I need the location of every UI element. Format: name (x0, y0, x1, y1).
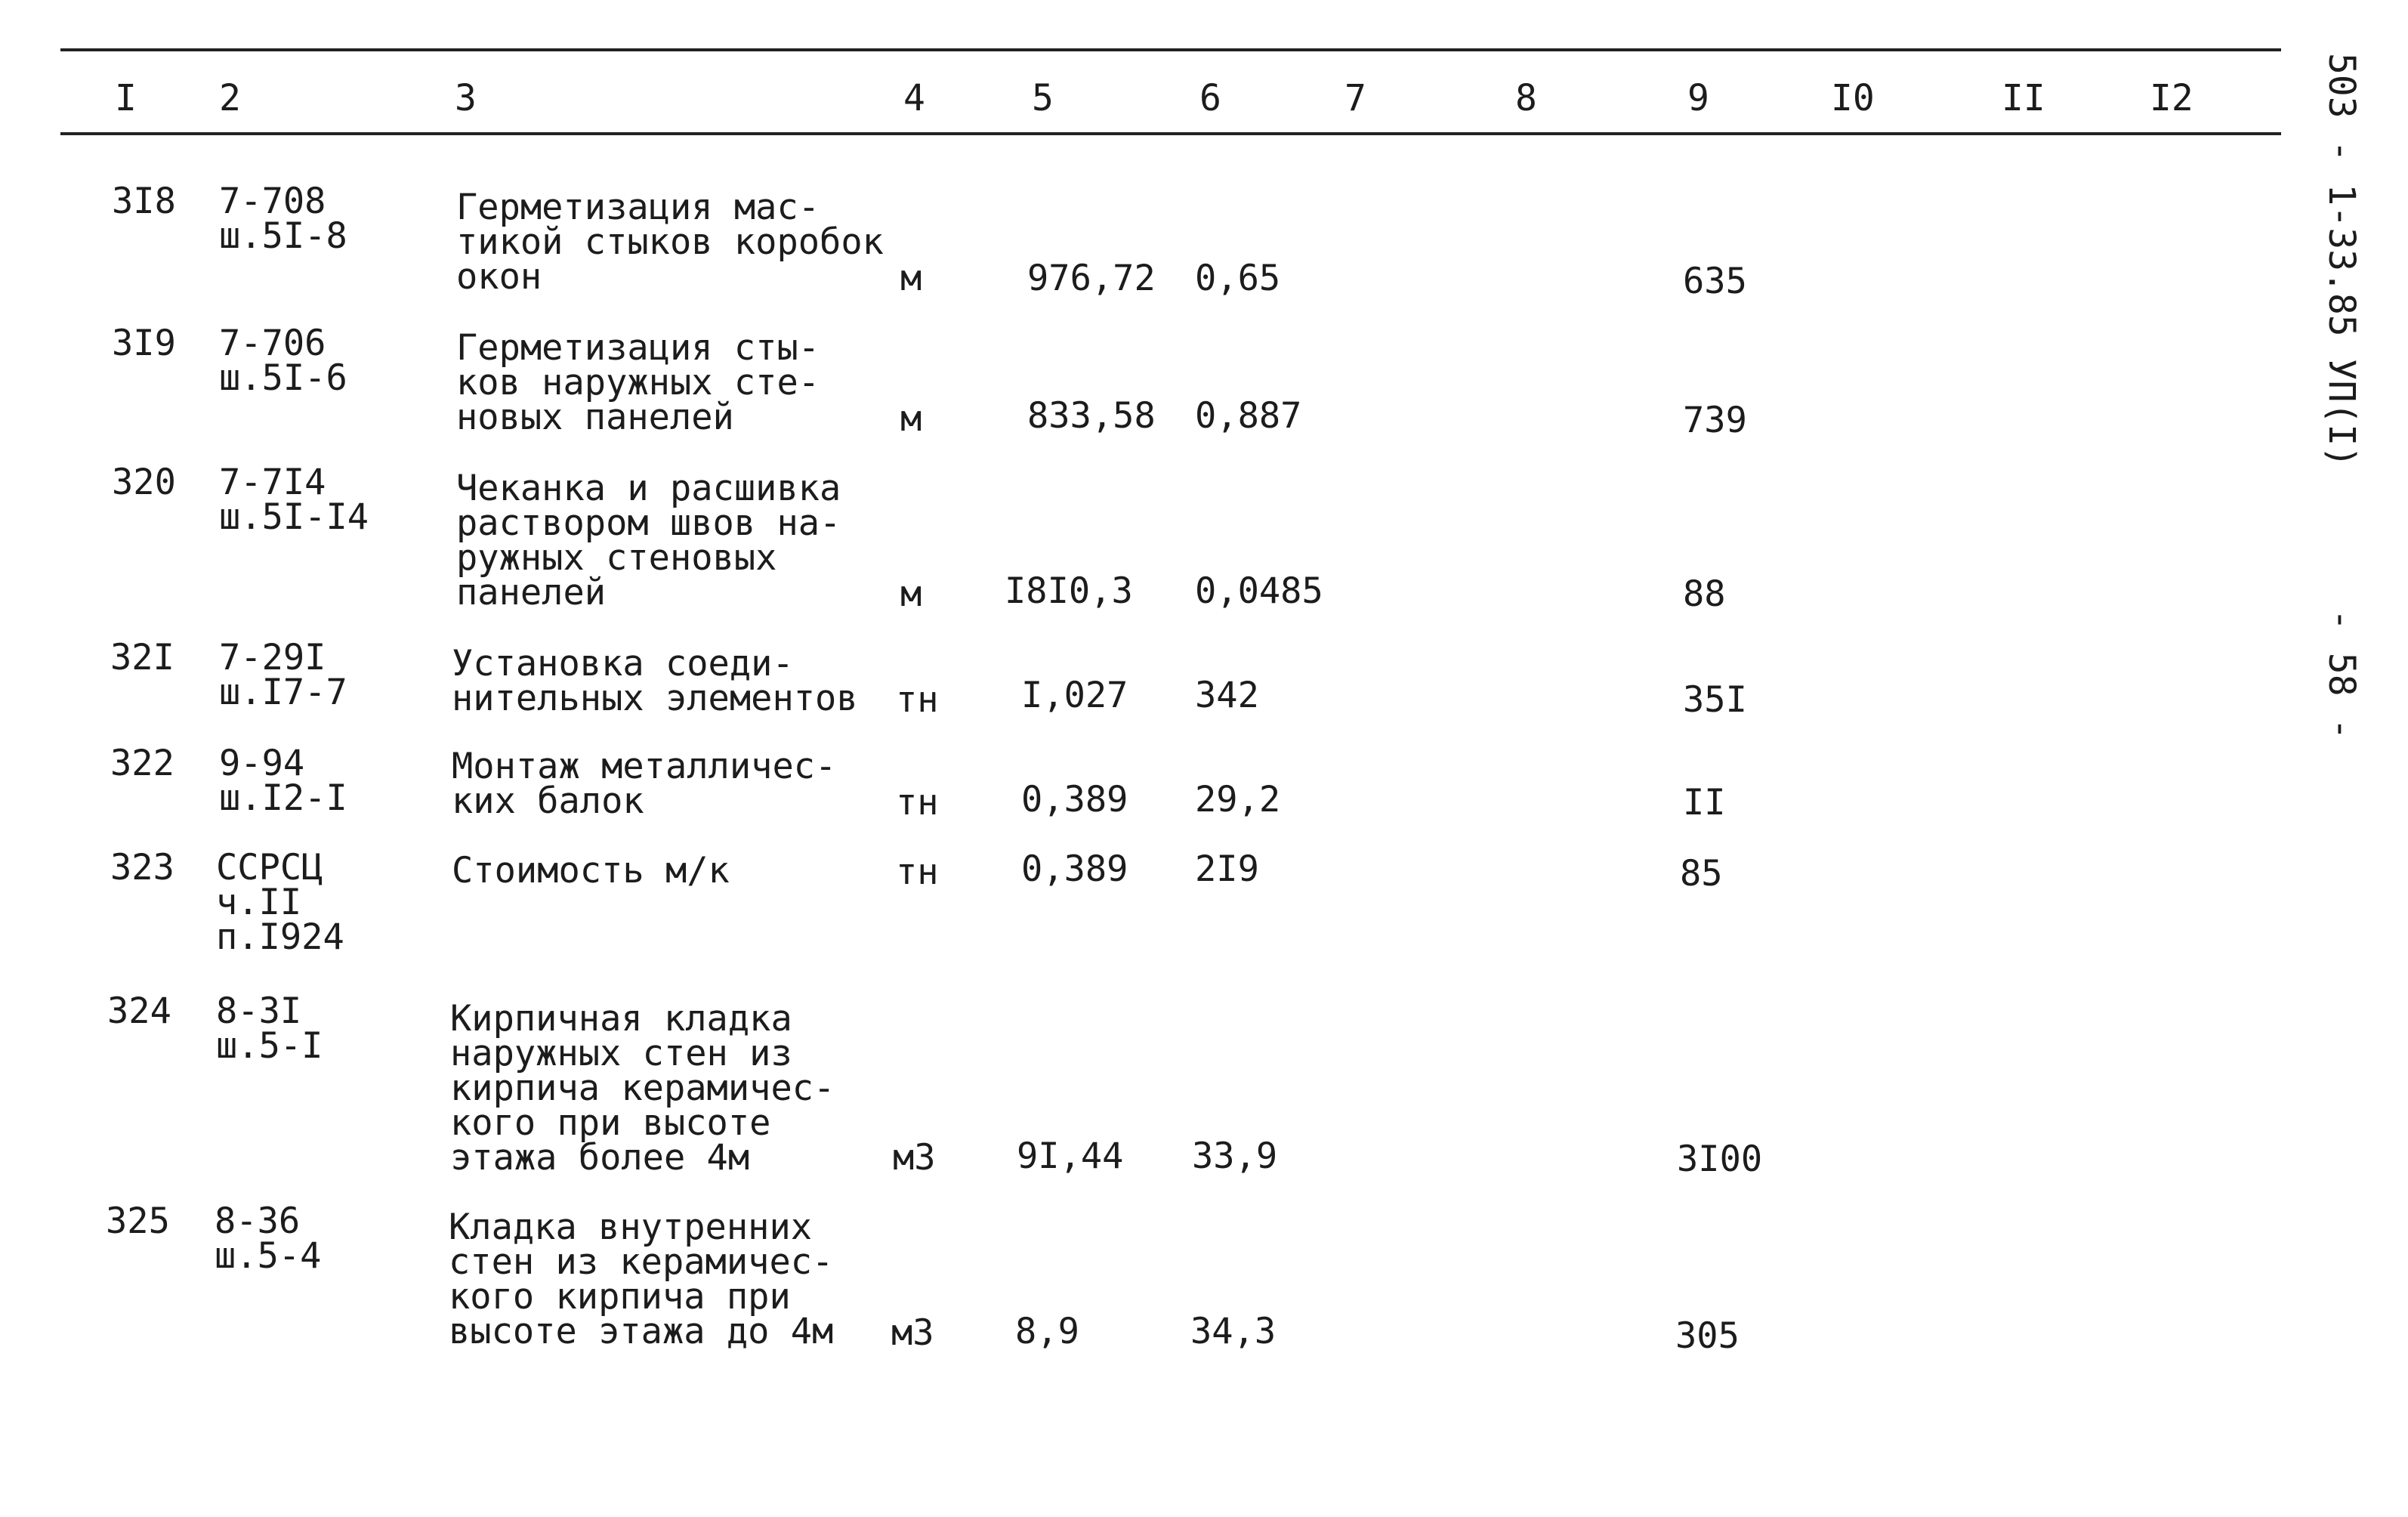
work-description: Стоимость м/к (452, 850, 730, 891)
column-header-7: 7 (1344, 77, 1366, 119)
unit-price: 29,2 (1195, 779, 1281, 820)
total-cost: 739 (1683, 400, 1747, 441)
total-cost: 305 (1675, 1315, 1740, 1357)
column-header-4: 4 (903, 77, 925, 119)
row-number: 325 (106, 1200, 170, 1242)
work-description: Кладка внутренних стен из керамичес- кого кирпича при высоте этажа до 4м (449, 1206, 834, 1352)
unit-price: 33,9 (1192, 1135, 1278, 1177)
row-number: 323 (110, 847, 174, 888)
unit: тн (896, 679, 939, 721)
row-number: 3I8 (112, 181, 176, 222)
unit: м (900, 258, 922, 299)
document-code: 503 - 1-33.85 УП(I) (2320, 53, 2363, 468)
unit: м (900, 398, 922, 440)
rate-code: 8-3I ш.5-I (216, 990, 323, 1067)
total-cost: 35I (1683, 679, 1747, 721)
unit: м3 (893, 1137, 936, 1179)
unit: м3 (891, 1312, 934, 1354)
rate-code: ССРСЦ ч.II п.I924 (216, 847, 344, 958)
quantity: 0,389 (1021, 848, 1128, 890)
work-description: Монтаж металличес- ких балок (452, 746, 837, 822)
rate-code: 7-29I ш.I7-7 (219, 637, 347, 713)
column-header-11: II (2002, 77, 2045, 119)
rate-code: 7-708 ш.5I-8 (219, 181, 347, 257)
total-cost: 635 (1683, 261, 1747, 302)
row-number: 320 (112, 462, 176, 503)
column-header-5: 5 (1032, 77, 1054, 119)
row-number: 324 (107, 990, 171, 1032)
unit-price: 0,0485 (1195, 570, 1323, 612)
column-header-9: 9 (1687, 77, 1709, 119)
quantity: I8I0,3 (1005, 570, 1133, 612)
row-number: 322 (110, 743, 174, 784)
unit-price: 0,887 (1195, 395, 1302, 437)
work-description: Кирпичная кладка наружных стен из кирпича керамичес- кого при высоте этажа более 4м (450, 998, 835, 1179)
total-cost: 3I00 (1677, 1139, 1763, 1180)
total-cost: II (1683, 782, 1726, 823)
work-description: Герметизация мас- тикой стыков коробок окон (456, 187, 884, 298)
unit-price: 0,65 (1195, 258, 1281, 299)
work-description: Герметизация сты- ков наружных сте- новых панелей (456, 327, 820, 438)
column-header-6: 6 (1199, 77, 1221, 119)
header-bottom-rule (60, 132, 2281, 135)
rate-code: 7-706 ш.5I-6 (219, 323, 347, 399)
quantity: 9I,44 (1017, 1135, 1124, 1177)
header-top-rule (60, 48, 2281, 51)
total-cost: 88 (1683, 573, 1726, 615)
row-number: 3I9 (112, 323, 176, 364)
rate-code: 8-36 ш.5-4 (215, 1200, 322, 1277)
column-header-12: I2 (2150, 77, 2193, 119)
column-header-10: I0 (1831, 77, 1875, 119)
unit: тн (896, 782, 939, 823)
column-header-3: 3 (455, 77, 477, 119)
work-description: Чеканка и расшивка раствором швов на- ружных стеновых панелей (456, 468, 841, 613)
rate-code: 7-7I4 ш.5I-I4 (219, 462, 369, 538)
quantity: I,027 (1021, 675, 1128, 716)
column-header-8: 8 (1515, 77, 1537, 119)
rate-code: 9-94 ш.I2-I (219, 743, 347, 819)
unit-price: 342 (1195, 675, 1259, 716)
work-description: Установка соеди- нительных элементов (452, 643, 858, 719)
unit: тн (896, 851, 939, 893)
total-cost: 85 (1680, 853, 1723, 894)
unit-price: 2I9 (1195, 848, 1259, 890)
quantity: 8,9 (1015, 1311, 1079, 1352)
column-header-2: 2 (219, 77, 241, 119)
unit-price: 34,3 (1190, 1311, 1277, 1352)
quantity: 0,389 (1021, 779, 1128, 820)
column-header-1: I (115, 77, 137, 119)
quantity: 833,58 (1027, 395, 1156, 437)
quantity: 976,72 (1027, 258, 1156, 299)
row-number: 32I (110, 637, 174, 678)
unit: м (900, 573, 922, 615)
page-number: - 58 - (2320, 609, 2363, 740)
